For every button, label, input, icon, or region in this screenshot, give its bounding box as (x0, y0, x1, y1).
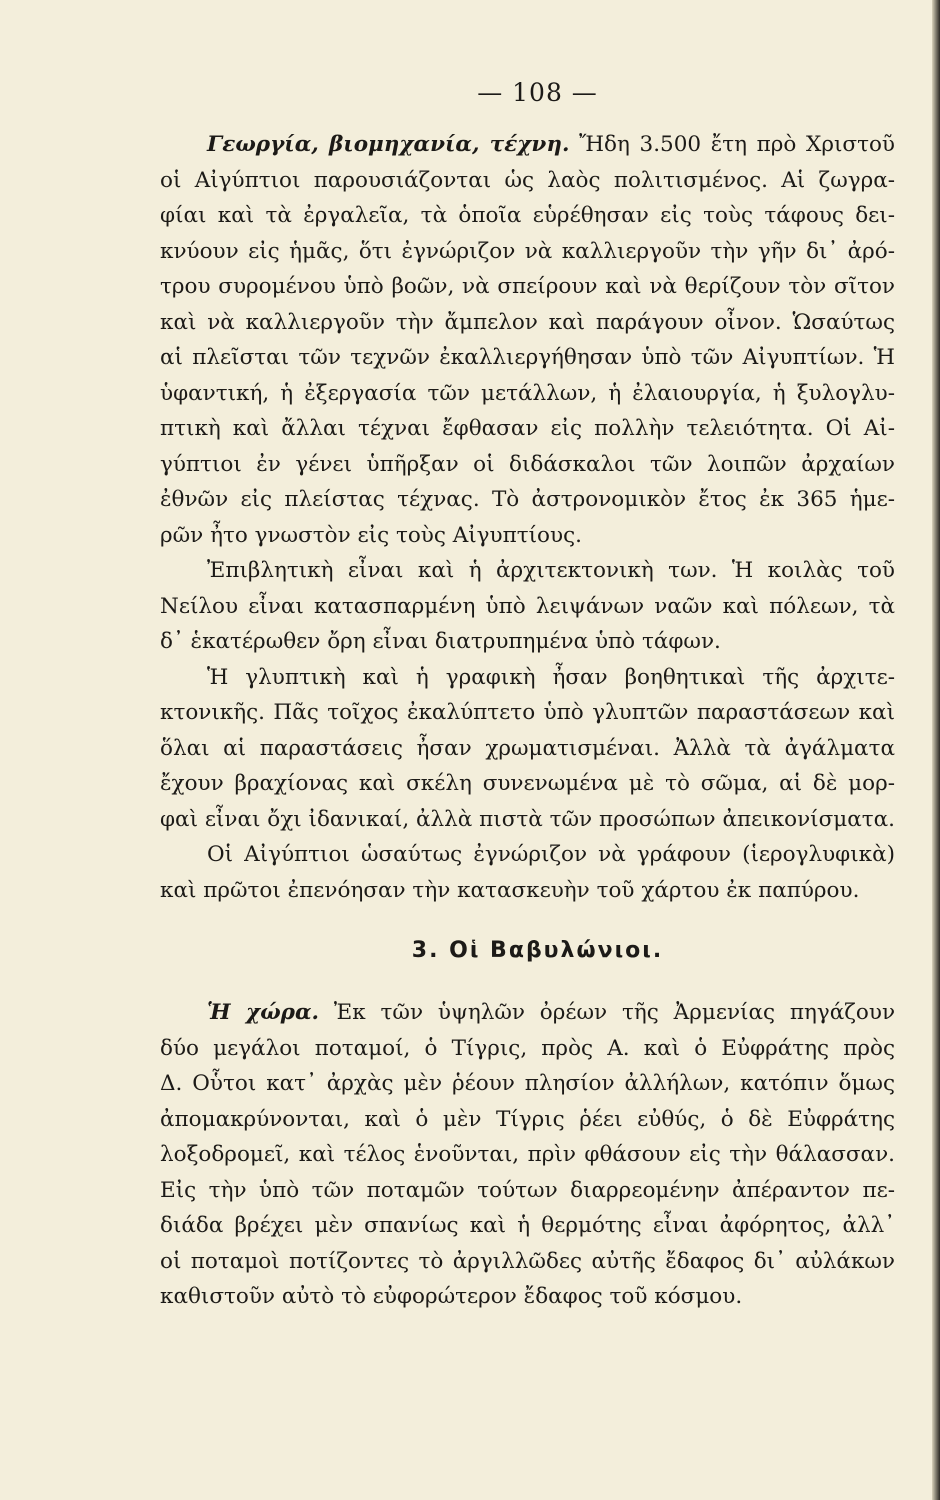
text-line: Νείλου εἶναι κατασπαρμένη ὑπὸ λειψάνων ναῶν καὶ πόλεων, τὰ (160, 593, 895, 619)
paragraph-sculpture (160, 660, 895, 838)
text-line: λοξοδρομεῖ, καὶ τέλος ἑνοῦνται, πρὶν φθάσουν εἰς τὴν θάλασσαν. (160, 1142, 895, 1167)
paragraph-heading: Γεωργία, βιομηχανία, τέχνη. (207, 132, 570, 157)
text-line: ἀπομακρύνονται, καὶ ὁ μὲν Τίγρις ῥέει εὐθύς, ὁ δὲ Εὐφράτης (160, 1106, 895, 1132)
paragraph-the-land (160, 995, 895, 1315)
text-line: καθιστοῦν αὐτὸ τὸ εὐφορώτερον ἔδαφος τοῦ κόσμου. (160, 1284, 743, 1309)
text-line: φίαι καὶ τὰ ἐργαλεῖα, τὰ ὁποῖα εὑρέθησαν εἰς τοὺς τάφους δει- (160, 203, 895, 228)
text-line: ὅλαι αἱ παραστάσεις ἦσαν χρωματισμέναι. Ἀλλὰ τὰ ἀγάλματα (160, 735, 895, 761)
section-title: 3. Οἱ Βαβυλώνιοι. (411, 938, 664, 963)
paragraph-agriculture (160, 127, 895, 553)
text-line: Δ. Οὗτοι κατ᾽ ἀρχὰς μὲν ῥέουν πλησίον ἀλλήλων, κατόπιν ὅμως (160, 1071, 895, 1096)
paragraph-writing (160, 837, 895, 908)
text-line: δ᾽ ἑκατέρωθεν ὄρη εἶναι διατρυπημένα ὑπὸ τάφων. (160, 629, 721, 654)
page-edge-shadow (932, 0, 940, 1500)
paragraph-architecture (160, 553, 895, 660)
text-line: οἱ ποταμοὶ ποτίζοντες τὸ ἀργιλλῶδες αὐτῆς ἔδαφος δι᾽ αὐλάκων (160, 1248, 895, 1274)
text-line: τρου συρομένου ὑπὸ βοῶν, νὰ σπείρουν καὶ νὰ θερίζουν τὸν σῖτον (160, 274, 895, 299)
text-line: ἐθνῶν εἰς πλείστας τέχνας. Τὸ ἀστρονομικὸν ἔτος ἐκ 365 ἡμε- (160, 487, 895, 512)
text-line: καὶ νὰ καλλιεργοῦν τὴν ἄμπελον καὶ παράγουν οἶνον. Ὡσαύτως (160, 309, 895, 335)
text-line: οἱ Αἰγύπτιοι παρουσιάζονται ὡς λαὸς πολιτισμένος. Αἱ ζωγρα- (160, 167, 895, 193)
text-line: καὶ πρῶτοι ἐπενόησαν τὴν κατασκευὴν τοῦ χάρτου ἐκ παπύρου. (160, 877, 860, 903)
text-line: γύπτιοι ἐν γένει ὑπῆρξαν οἱ διδάσκαλοι τῶν λοιπῶν ἀρχαίων (160, 451, 895, 477)
text-line: δύο μεγάλοι ποταμοί, ὁ Τίγρις, πρὸς Α. καὶ ὁ Εὐφράτης πρὸς (160, 1035, 895, 1061)
text-line: φαὶ εἶναι ὄχι ἰδανικαί, ἀλλὰ πιστὰ τῶν προσώπων ἀπεικονίσματα. (160, 806, 895, 832)
text-line: Οἱ Αἰγύπτιοι ὡσαύτως ἐγνώριζον νὰ γράφουν (ἱερογλυφικὰ) (207, 842, 895, 867)
text-line: πτικὴ καὶ ἄλλαι τέχναι ἔφθασαν εἰς πολλὴν τελειότητα. Οἱ Αἰ- (160, 416, 895, 441)
page-number: — 108 — (477, 78, 598, 107)
text-line: κνύουν εἰς ἡμᾶς, ὅτι ἐγνώριζον νὰ καλλιεργοῦν τὴν γῆν δι᾽ ἀρό- (160, 238, 895, 264)
paragraph-first-line: Γεωργία, βιομηχανία, τέχνη. Ἤδη 3.500 ἔτη πρὸ Χριστοῦ (207, 132, 895, 157)
text-line: Ἐπιβλητικὴ εἶναι καὶ ἡ ἀρχιτεκτονικὴ των. Ἡ κοιλὰς τοῦ (207, 558, 895, 583)
text-line: ὑφαντική, ἡ ἐξεργασία τῶν μετάλλων, ἡ ἐλαιουργία, ἡ ξυλογλυ- (160, 380, 895, 406)
text-line: διάδα βρέχει μὲν σπανίως καὶ ἡ θερμότης εἶναι ἀφόρητος, ἀλλ᾽ (160, 1213, 895, 1238)
paragraph-heading: Ἡ χώρα. (207, 1000, 319, 1025)
text-line: Ἡ γλυπτικὴ καὶ ἡ γραφικὴ ἦσαν βοηθητικαὶ τῆς ἀρχιτε- (207, 664, 895, 690)
paragraph-first-line: Ἡ χώρα. Ἐκ τῶν ὑψηλῶν ὀρέων τῆς Ἀρμενίας πηγάζουν (207, 1000, 895, 1025)
text-line: ἔχουν βραχίονας καὶ σκέλη συνενωμένα μὲ τὸ σῶμα, αἱ δὲ μορ- (160, 771, 895, 796)
book-page (160, 78, 895, 1315)
text-line: αἱ πλεῖσται τῶν τεχνῶν ἐκαλλιεργήθησαν ὑπὸ τῶν Αἰγυπτίων. Ἡ (160, 345, 895, 370)
text-line: κτονικῆς. Πᾶς τοῖχος ἐκαλύπτετο ὑπὸ γλυπτῶν παραστάσεων καὶ (160, 700, 895, 725)
text-line: ρῶν ἦτο γνωστὸν εἰς τοὺς Αἰγυπτίους. (160, 522, 582, 548)
text-line: Εἰς τὴν ὑπὸ τῶν ποταμῶν τούτων διαρρεομένην ἀπέραντον πε- (160, 1177, 895, 1203)
